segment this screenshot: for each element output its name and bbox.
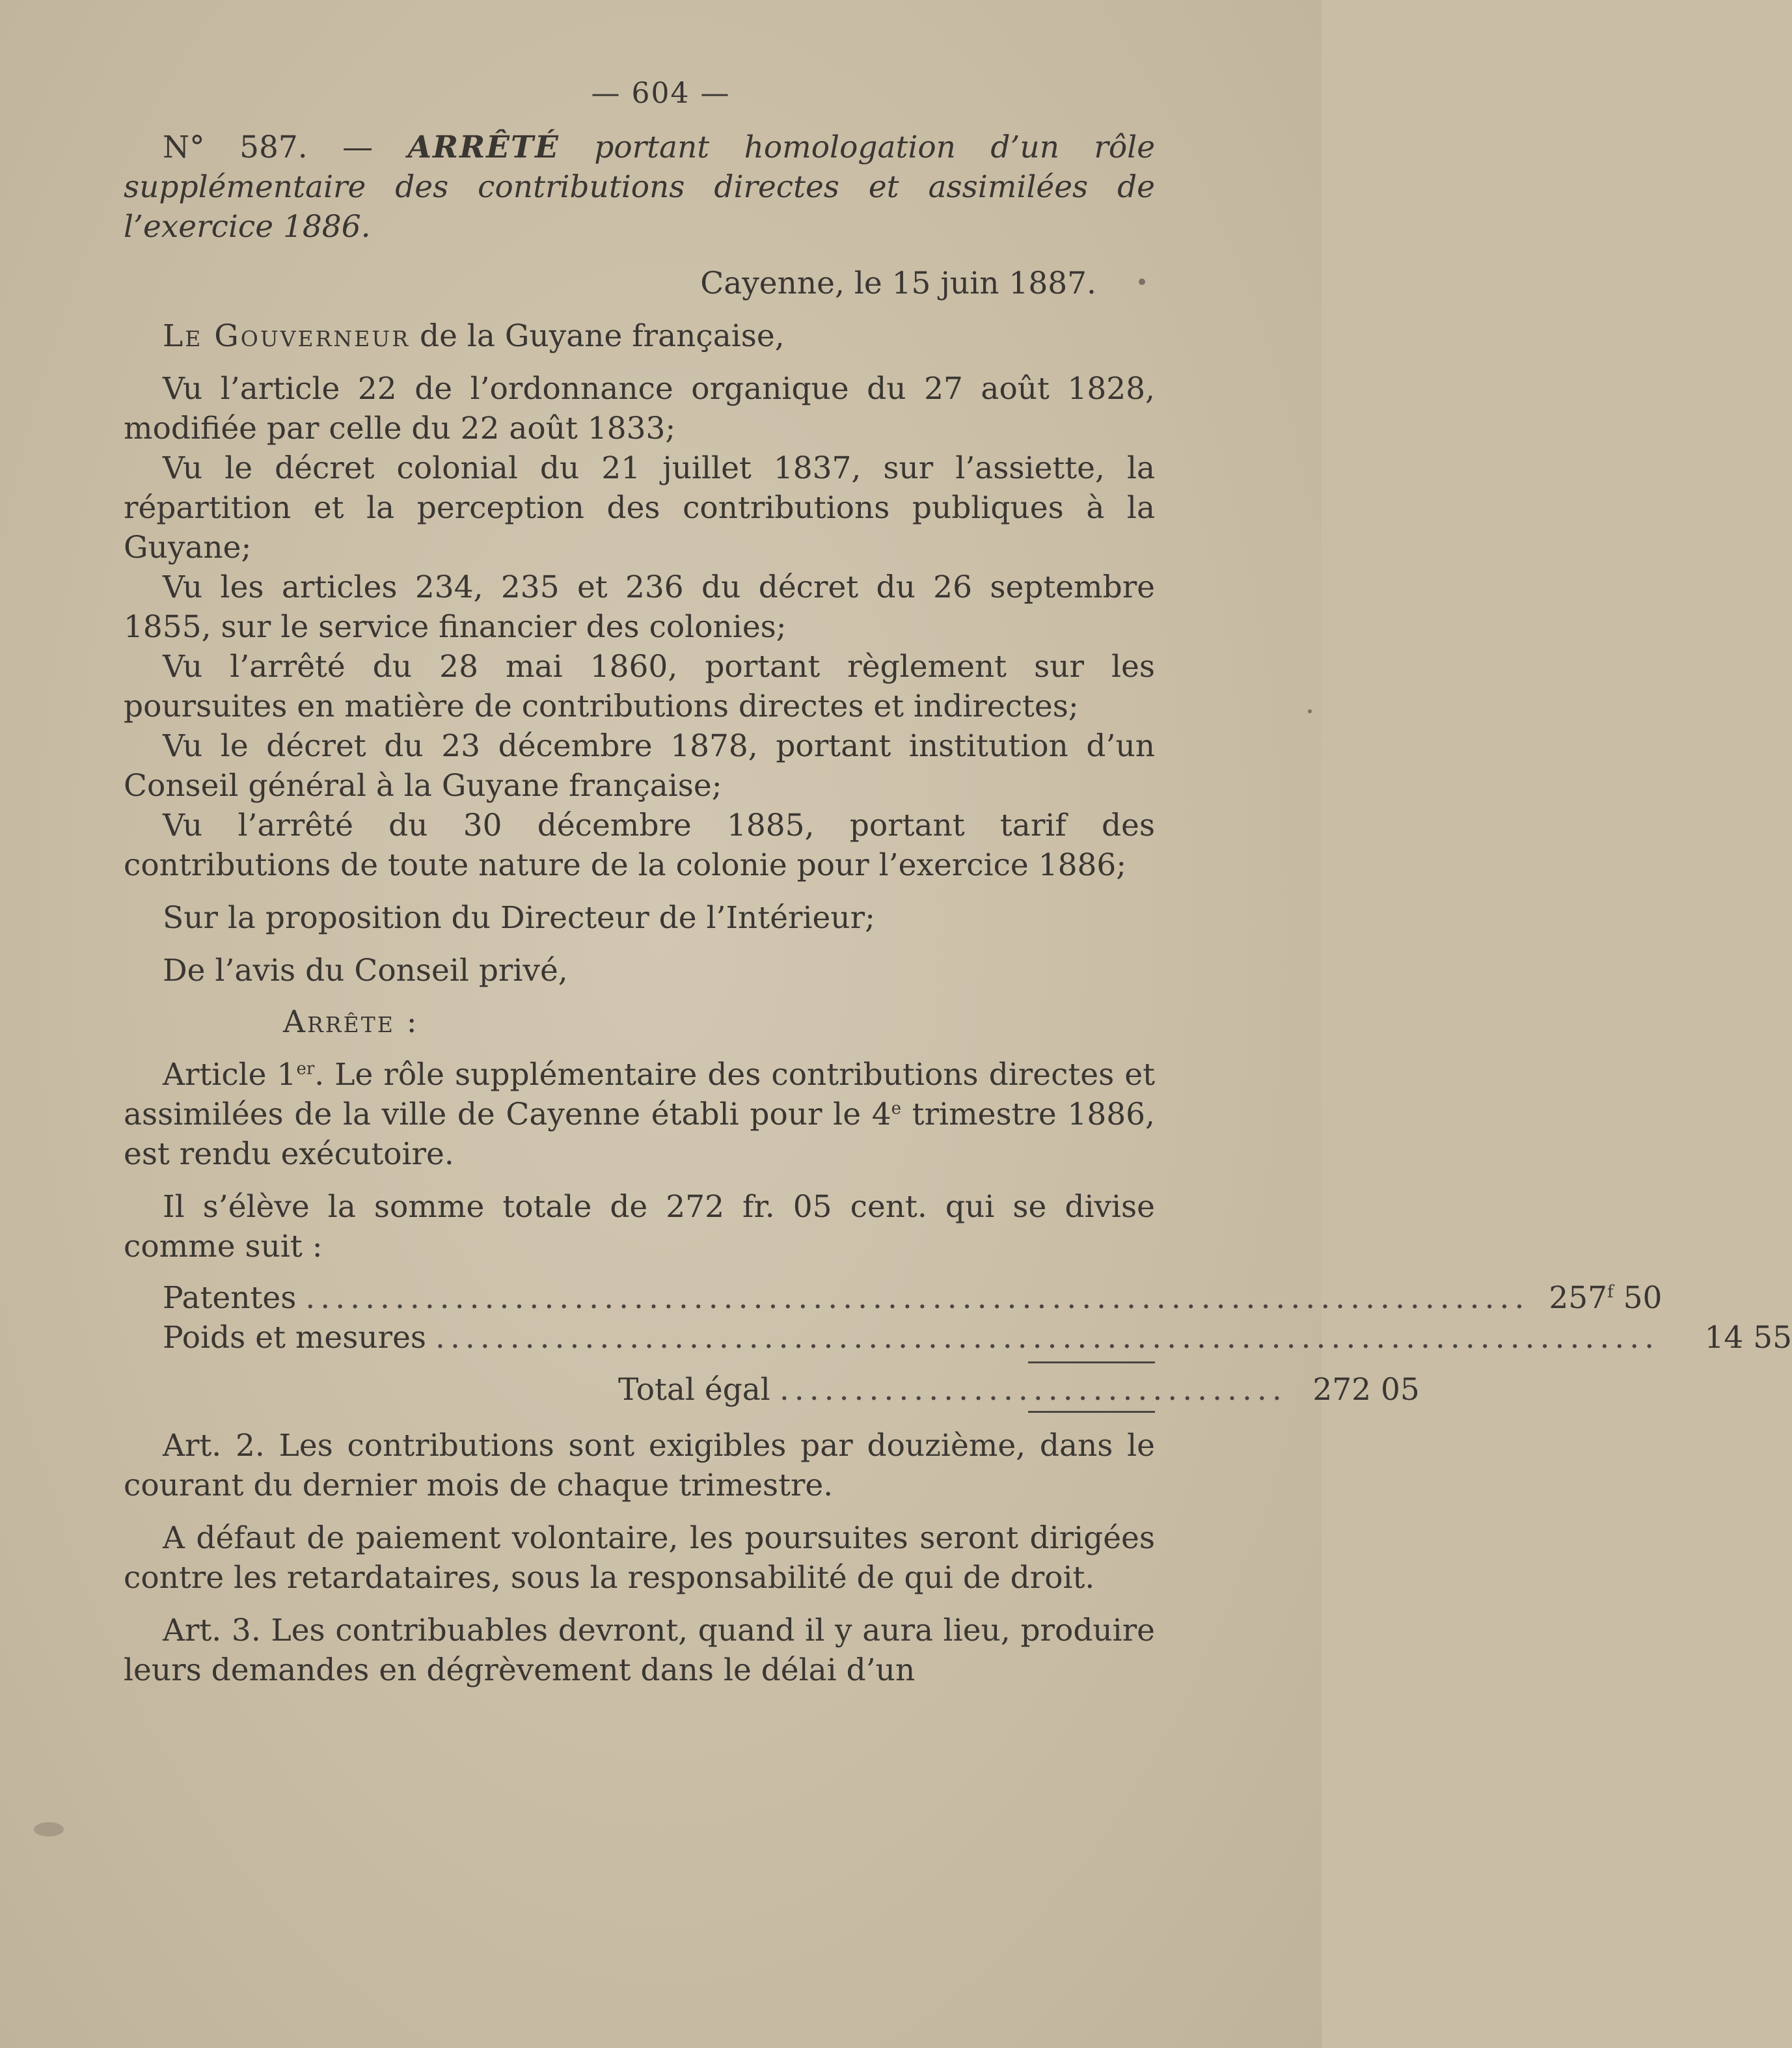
decree-title bbox=[124, 128, 1155, 247]
article-3: Art. 3. Les contribuables devront, quand il y aura lieu, produire leurs demandes en dégrèvement dans le délai d’un bbox=[124, 1613, 1155, 1688]
paper-stain bbox=[1139, 279, 1145, 285]
total-underline bbox=[1028, 1411, 1155, 1413]
article-1-sup2: e bbox=[891, 1099, 901, 1119]
article-1-sup: er bbox=[296, 1059, 315, 1079]
ledger-amount-main: 14 55 bbox=[1704, 1320, 1792, 1356]
leader-dots: .................................................................................. bbox=[305, 1280, 1530, 1316]
sum-intro: Il s’élève la somme totale de 272 fr. 05 cent. qui se divise comme suit : bbox=[124, 1189, 1155, 1264]
ledger-label: Poids et mesures bbox=[163, 1320, 427, 1356]
governor-rest: de la Guyane française, bbox=[410, 318, 785, 354]
page-number: — 604 — bbox=[591, 77, 731, 110]
visa-6: Vu l’arrêté du 30 décembre 1885, portant tarif des contributions de toute nature de la colonie pour l’exercice 1886; bbox=[124, 808, 1155, 883]
ledger-amount-rest: 50 bbox=[1613, 1280, 1663, 1316]
ledger-amount bbox=[1538, 1278, 1662, 1318]
leader-dots: .................................................................................. bbox=[435, 1320, 1660, 1356]
decree-number: N° 587. — bbox=[163, 130, 408, 165]
visa-2: Vu le décret colonial du 21 juillet 1837, sur l’assiette, la répartition et la perception des contributions publiques à la Guyane; bbox=[124, 450, 1155, 566]
ledger-amount-main: 257 bbox=[1549, 1280, 1608, 1316]
total-row bbox=[124, 1370, 1420, 1410]
governor-line bbox=[124, 316, 1155, 356]
date-line: Cayenne, le 15 juin 1887. bbox=[700, 266, 1096, 301]
leader-dots: .................................. bbox=[779, 1372, 1287, 1408]
arrete-heading: Arrête : bbox=[283, 1004, 419, 1040]
article-1-text: . Le rôle supplémentaire des contributions directes et assimilées de la ville de Cayenne établi pour le 4 bbox=[124, 1057, 1155, 1132]
article-1-label: Article 1 bbox=[163, 1057, 297, 1093]
ledger bbox=[124, 1278, 1792, 1413]
ledger-row bbox=[124, 1318, 1792, 1358]
article-1 bbox=[124, 1055, 1155, 1174]
visa-1: Vu l’article 22 de l’ordonnance organique du 27 août 1828, modifiée par celle du 22 août 1833; bbox=[124, 371, 1155, 446]
paper-stain bbox=[1308, 709, 1312, 713]
visa-4: Vu l’arrêté du 28 mai 1860, portant règlement sur les poursuites en matière de contributions directes et indirectes; bbox=[124, 649, 1155, 724]
proposition-line: Sur la proposition du Directeur de l’Intérieur; bbox=[163, 900, 875, 936]
article-1-text2: trimestre 1886, est rendu exécutoire. bbox=[124, 1097, 1155, 1172]
default-clause: A défaut de paiement volontaire, les poursuites seront dirigées contre les retardataires, sous la responsabilité de qui de droit. bbox=[124, 1520, 1155, 1596]
ledger-label: Patentes bbox=[163, 1280, 297, 1316]
article-2: Art. 2. Les contributions sont exigibles par douzième, dans le courant du dernier mois de chaque trimestre. bbox=[124, 1428, 1155, 1503]
paper-stain bbox=[34, 1822, 64, 1836]
decree-word: ARRÊTÉ bbox=[407, 130, 560, 165]
visa-3: Vu les articles 234, 235 et 236 du décret du 26 septembre 1855, sur le service financier des colonies; bbox=[124, 569, 1155, 645]
total-label: Total égal bbox=[618, 1372, 770, 1408]
total-amount: 272 05 bbox=[1312, 1372, 1420, 1408]
visa-5: Vu le décret du 23 décembre 1878, portant institution d’un Conseil général à la Guyane française; bbox=[124, 728, 1155, 804]
ledger-row bbox=[124, 1278, 1663, 1318]
governor-title: Le Gouverneur bbox=[163, 318, 411, 354]
avis-line: De l’avis du Conseil privé, bbox=[163, 953, 568, 989]
ledger-amount-sup: f bbox=[1607, 1282, 1614, 1302]
document-body bbox=[124, 128, 1792, 1690]
ledger-amount bbox=[1668, 1318, 1792, 1358]
sum-rule bbox=[1028, 1361, 1155, 1363]
decree-subject: portant homologation d’un rôle supplémentaire des contributions directes et assimilées de l’exercice 1886. bbox=[124, 130, 1156, 245]
